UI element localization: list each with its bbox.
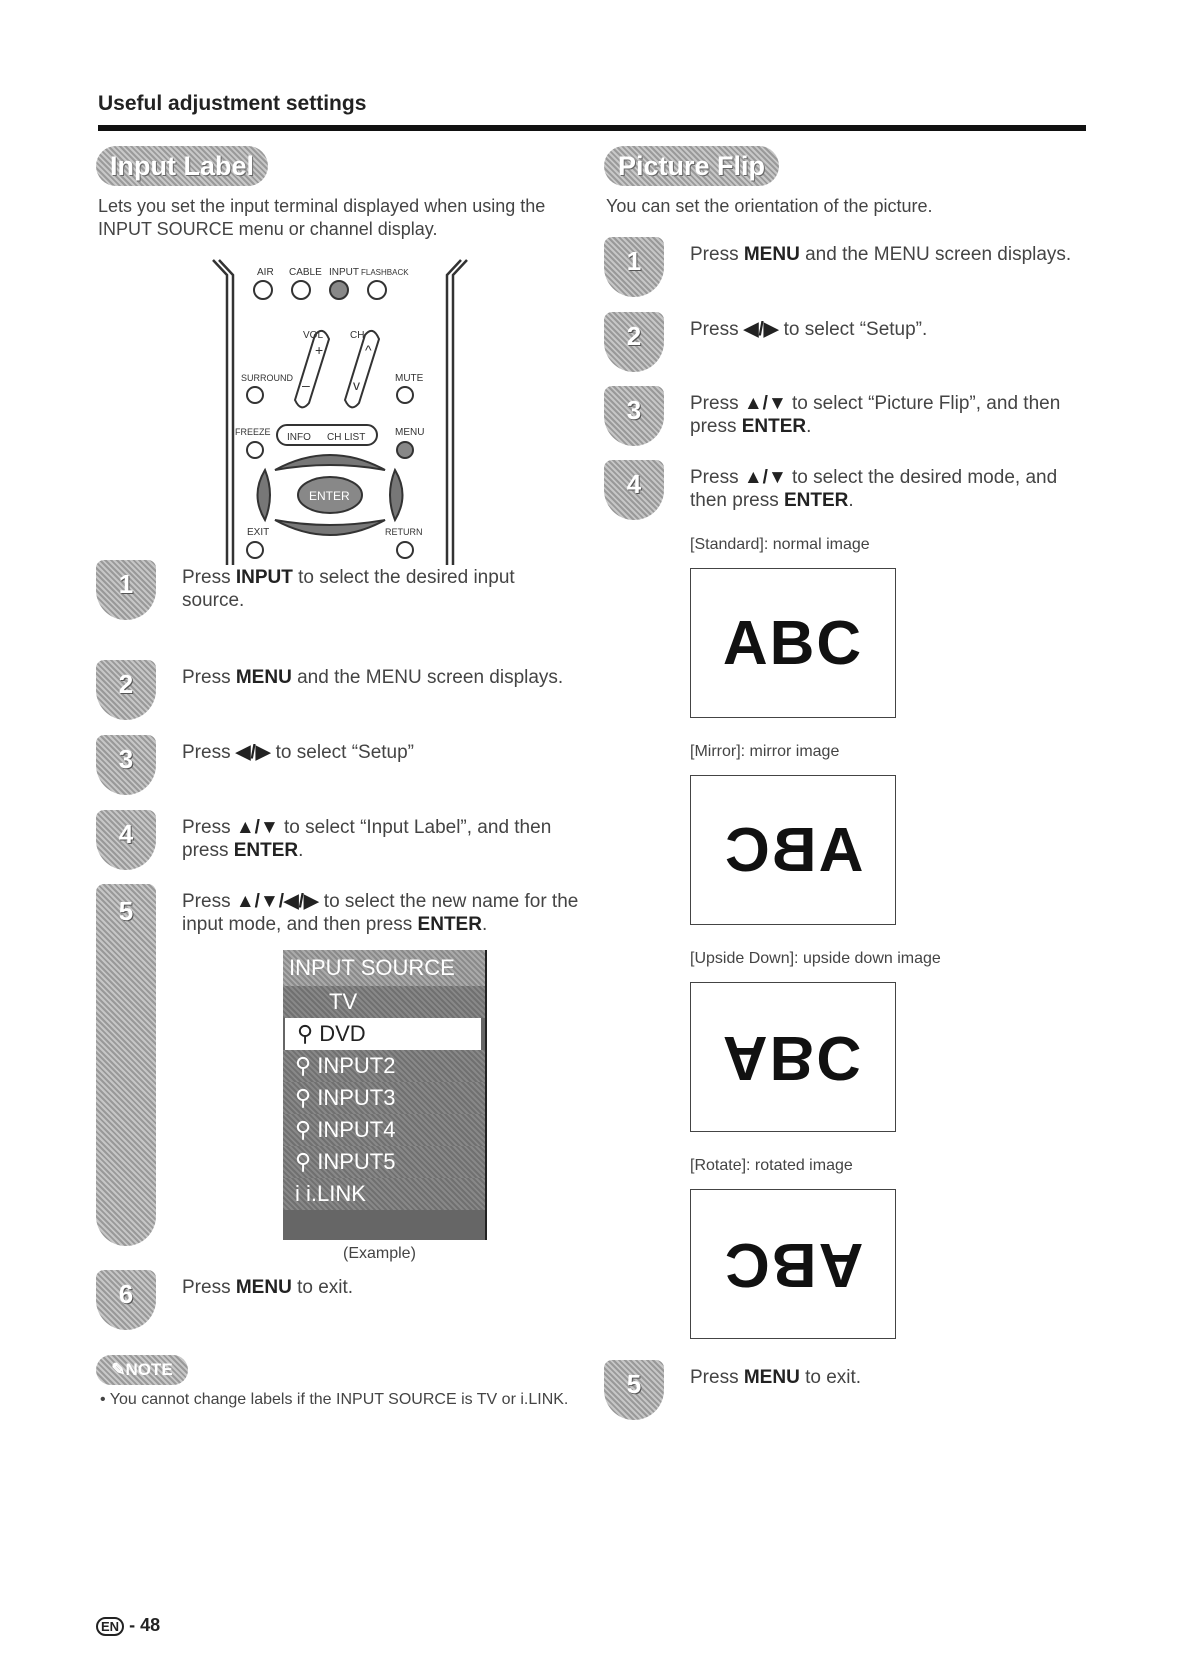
remote-volume-rocker (295, 331, 329, 408)
mode-label-mirror: [Mirror]: mirror image (690, 743, 840, 760)
right-step-4-text: Press ▲/▼ to select the desired mode, and then press ENTER. (690, 467, 1058, 511)
mode-label-upside-down: [Upside Down]: upside down image (690, 950, 941, 967)
input-plug-icon: ⚲ (295, 1149, 318, 1174)
left-step-1-icon: 1 (96, 560, 156, 620)
language-badge: EN (96, 1617, 124, 1636)
header-rule (98, 125, 1086, 131)
menu-item-input2[interactable]: ⚲ INPUT2 (283, 1050, 485, 1082)
mode-label-standard: [Standard]: normal image (690, 536, 870, 553)
mode-sample-mirror (690, 775, 896, 925)
all-arrows-icon: ▲/▼/◀/▶ (235, 891, 319, 912)
svg-text:–: – (302, 377, 310, 393)
menu-example-caption: (Example) (343, 1245, 416, 1262)
remote-label-surround: SURROUND (241, 373, 294, 383)
svg-text:+: + (315, 342, 324, 358)
remote-control-illustration (205, 255, 475, 575)
menu-item-input4[interactable]: ⚲ INPUT4 (283, 1114, 485, 1146)
remote-label-menu: MENU (395, 427, 425, 438)
remote-down-arrow (275, 520, 385, 535)
remote-right-arrow (390, 470, 403, 520)
pencil-icon: ✎ (111, 1360, 126, 1379)
left-right-arrows-icon: ◀/▶ (235, 742, 271, 763)
remote-left-arrow (258, 470, 271, 520)
input-plug-icon: ⚲ (297, 1021, 320, 1046)
sample-text-upside-down: ABC (722, 1022, 864, 1092)
mode-sample-upside-down (690, 982, 896, 1132)
note-badge: ✎NOTE (96, 1355, 188, 1385)
left-step-6-icon: 6 (96, 1270, 156, 1330)
remote-exit-button (247, 542, 263, 558)
remote-label-exit: EXIT (247, 527, 270, 538)
left-step-4-text: Press ▲/▼ to select “Input Label”, and then press ENTER. (182, 817, 552, 861)
left-step-6-text: Press MENU to exit. (182, 1277, 354, 1298)
remote-label-enter: ENTER (309, 489, 350, 503)
input-source-menu (283, 950, 487, 1240)
remote-label-vol: VOL (303, 330, 324, 341)
svg-text:^: ^ (365, 342, 372, 358)
left-step-4-icon: 4 (96, 810, 156, 870)
remote-label-ch: CH (350, 330, 365, 341)
remote-flashback-button (368, 281, 386, 299)
input-plug-icon: ⚲ (295, 1117, 318, 1142)
input-source-menu-title: INPUT SOURCE (283, 950, 485, 986)
menu-item-dvd[interactable]: ⚲ DVD (285, 1018, 481, 1050)
sample-text-rotate: ABC (722, 1229, 864, 1299)
ilink-icon: i (295, 1181, 306, 1206)
right-step-4-icon: 4 (604, 460, 664, 520)
remote-label-air: AIR (257, 267, 274, 278)
left-step-5-text: Press ▲/▼/◀/▶ to select the new name for the input mode, and then press ENTER. (182, 891, 579, 935)
remote-cable-button (292, 281, 310, 299)
left-step-5-icon: 5 (96, 884, 156, 1246)
remote-label-chlist: CH LIST (327, 432, 366, 443)
up-down-arrows-icon: ▲/▼ (743, 393, 787, 414)
remote-label-input: INPUT (329, 267, 359, 278)
menu-item-ilink[interactable]: i i.LINK (283, 1178, 485, 1210)
remote-surround-button (247, 387, 263, 403)
input-label-intro: Lets you set the input terminal displayed when using the INPUT SOURCE menu or channel display. (98, 196, 546, 239)
remote-label-cable: CABLE (289, 267, 322, 278)
remote-freeze-button (247, 442, 263, 458)
remote-label-return: RETURN (385, 527, 423, 537)
right-step-2-text: Press ◀/▶ to select “Setup”. (690, 319, 928, 340)
remote-return-button (397, 542, 413, 558)
left-step-3-text: Press ◀/▶ to select “Setup” (182, 742, 414, 763)
input-plug-icon: ⚲ (295, 1085, 318, 1110)
svg-text:v: v (353, 377, 360, 393)
left-step-2-text: Press MENU and the MENU screen displays. (182, 667, 564, 688)
page-header-title: Useful adjustment settings (98, 92, 367, 115)
left-step-2-icon: 2 (96, 660, 156, 720)
right-step-3-icon: 3 (604, 386, 664, 446)
right-step-5-icon: 5 (604, 1360, 664, 1420)
note-text: • You cannot change labels if the INPUT SOURCE is TV or i.LINK. (100, 1391, 569, 1408)
mode-sample-standard (690, 568, 896, 718)
remote-input-button (330, 281, 348, 299)
remote-label-flashback: FLASHBACK (361, 268, 409, 277)
right-step-1-icon: 1 (604, 237, 664, 297)
left-step-1-text: Press INPUT to select the desired input source. (182, 567, 515, 611)
remote-menu-button (397, 442, 413, 458)
left-right-arrows-icon: ◀/▶ (743, 319, 779, 340)
menu-item-tv[interactable]: TV (283, 986, 485, 1018)
input-plug-icon: ⚲ (295, 1053, 318, 1078)
page-number: EN - 48 (96, 1615, 160, 1636)
remote-label-freeze: FREEZE (235, 427, 271, 437)
remote-air-button (254, 281, 272, 299)
picture-flip-intro: You can set the orientation of the picture. (606, 196, 933, 216)
remote-label-info: INFO (287, 432, 311, 443)
right-step-1-text: Press MENU and the MENU screen displays. (690, 244, 1072, 265)
sample-text-mirror: ABC (722, 815, 864, 885)
right-step-5-text: Press MENU to exit. (690, 1367, 862, 1388)
up-down-arrows-icon: ▲/▼ (235, 817, 279, 838)
section-title-input-label: Input Label (96, 146, 268, 186)
remote-label-mute: MUTE (395, 373, 424, 384)
mode-sample-rotate (690, 1189, 896, 1339)
section-title-picture-flip: Picture Flip (604, 146, 779, 186)
remote-channel-rocker (345, 331, 379, 408)
mode-label-rotate: [Rotate]: rotated image (690, 1157, 853, 1174)
menu-item-input5[interactable]: ⚲ INPUT5 (283, 1146, 485, 1178)
remote-up-arrow (275, 455, 385, 470)
right-step-2-icon: 2 (604, 312, 664, 372)
left-step-3-icon: 3 (96, 735, 156, 795)
right-step-3-text: Press ▲/▼ to select “Picture Flip”, and then press ENTER. (690, 393, 1061, 437)
menu-item-input3[interactable]: ⚲ INPUT3 (283, 1082, 485, 1114)
sample-text-standard: ABC (722, 608, 864, 678)
up-down-arrows-icon: ▲/▼ (743, 467, 787, 488)
remote-mute-button (397, 387, 413, 403)
